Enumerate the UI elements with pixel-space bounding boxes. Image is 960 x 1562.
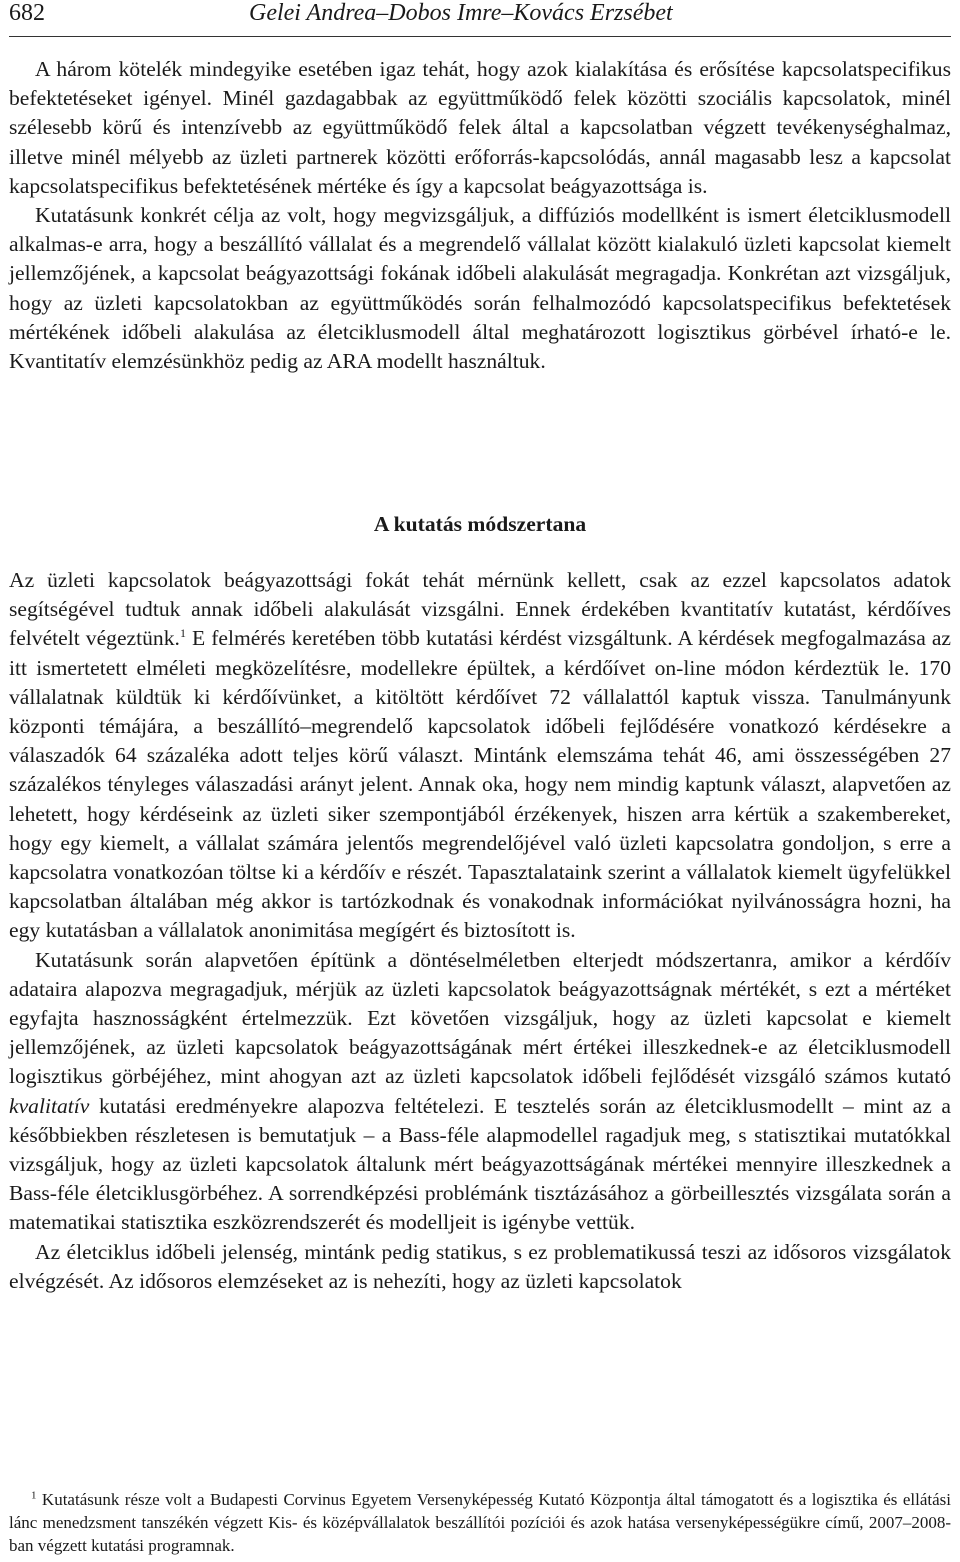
footnote-number: 1 <box>31 1489 37 1502</box>
section-paragraph-2-italic: kvalitatív <box>9 1093 90 1118</box>
section-paragraph-1-text-a: Az üzleti kapcsolatok beágyazottsági fokát tehát mérnünk kellett, csak az ezzel kapcsolatos adatok segítségével tudtuk annak időbeli alakulását vizsgálni. Ennek érdekében kvantitatív kutatást, kérdőíves felvételt végeztünk. <box>9 568 951 651</box>
intro-text <box>9 55 951 376</box>
intro-paragraph-2: Kutatásunk konkrét célja az volt, hogy megvizsgáljuk, a diffúziós modellként is ismert életciklusmodell alkalmas-e arra, hogy a beszállító vállalat és a megrendelő vállalat között kialakuló üzleti kapcsolat kiemelt jellemzőjének, a kapcsolat beágyazottsági fokának időbeli alakulását megragadja. Konkrétan azt vizsgáljuk, hogy az üzleti kapcsolatokban az együttműködés során felhalmozódó kapcsolatspecifikus befektetések mértékének időbeli alakulása az életciklusmodell által meghatározott logisztikus görbével írható-e le. Kvantitatív elemzésünkhöz pedig az ARA modellt használtuk. <box>9 203 951 374</box>
page-number: 682 <box>9 0 45 26</box>
footnote-paragraph <box>9 1488 951 1557</box>
intro-paragraph-1: A három kötelék mindegyike esetében igaz tehát, hogy azok kialakítása és erősítése kapcsolatspecifikus befektetéseket igényel. Minél gazdagabbak az együttműködő felek közötti szociális kapcsolatok, minél szélesebb körű és intenzívebb az együttműködő felek által a kapcsolatban végzett tevékenységhalmaz, illetve minél mélyebb az üzleti partnerek közötti erőforrás-kapcsolódás, annál magasabb lesz a kapcsolat kapcsolatspecifikus befektetésének mértéke és így a kapcsolat beágyazottsága is. <box>9 57 951 198</box>
running-header <box>9 0 951 37</box>
section-paragraph-3: Az életciklus időbeli jelenség, mintánk pedig statikus, s ez problematikussá teszi az idősoros vizsgálatok elvégzését. Az idősoros elemzéseket az is nehezíti, hogy az üzleti kapcsolatok <box>9 1239 951 1293</box>
section-paragraph-2-text-b: kutatási eredményekre alapozva feltételezi. E tesztelés során az életciklusmodellt – mint az a későbbiekben részletesen is bemutatjuk – a Bass-féle alapmodellel ragadjuk meg, s statisztikai mutatókkal vizsgáljuk, hogy az üzleti kapcsolatok általunk mért beágyazottságának mértékei mennyire illeszkednek a Bass-féle életciklusgörbéhez. A sorrendképzési problémánk tisztázásához a görbeillesztés vizsgálata során a matematikai statisztika eszközrendszerét és modelljeit is igénybe vettük. <box>9 1093 951 1235</box>
header-authors: Gelei Andrea–Dobos Imre–Kovács Erzsébet <box>249 0 673 26</box>
section-paragraph-2-text-a: Kutatásunk során alapvetően építünk a döntéselméletben elterjedt módszertanra, amikor a kérdőív adataira alapozva megragadjuk, mérjük az üzleti kapcsolatok beágyazottságnak mértékét, s ezt a mértéket egyfajta hasznosságként értelmezzük. Ezt követően vizsgáljuk, hogy az üzleti kapcsolat e kiemelt jellemzőjének, az üzleti kapcsolatok beágyazottságának mért értékei illeszkednek-e az életciklusmodell logisztikus görbéjéhez, mint ahogyan azt az üzleti kapcsolatok időbeli fejlődését vizsgáló számos kutató <box>9 947 951 1089</box>
section-paragraph-1 <box>9 566 951 946</box>
section-text <box>9 566 951 1296</box>
footnote-reference: 1 <box>179 626 186 641</box>
footnote <box>9 1488 951 1557</box>
section-paragraph-2 <box>9 946 951 1238</box>
section-heading: A kutatás módszertana <box>373 512 587 536</box>
footnote-text: Kutatásunk része volt a Budapesti Corvinus Egyetem Versenyképesség Kutató Központja által támogatott és a logisztika és ellátási lánc menedzsment tanszékén végzett Kis- és középvállalatok beszállítói pozíciói és azok hatása versenyképességükre című, 2007–2008-ban végzett kutatási programnak. <box>9 1490 951 1555</box>
section-paragraph-1-text-b: E felmérés keretében több kutatási kérdést vizsgáltunk. A kérdések megfogalmazása az itt ismertetett elméleti megközelítésre, modellekre épültek, a kérdőívet on-line módon kérdeztük le. 170 vállalatnak küldtük ki kérdőívünket, a kitöltött kérdőívet 72 vállalattól kaptuk vissza. Tanulmányunk központi témájára, a beszállító–megrendelő kapcsolatok időbeli fejlődésére vonatkozó kérdésekre a válaszadók 64 százaléka adott teljes körű választ. Mintánk elemszáma tehát 46, ami összességében 27 százalékos tényleges válaszadási arányt jelent. Annak oka, hogy nem mindig kaptunk választ, alapvetően az lehetett, hogy kérdéseink az üzleti siker szempontjából érzékenyek, hiszen arra kértük a szakembereket, hogy egy kiemelt, a vállalat számára jelentős megrendelőjével való üzleti kapcsolatra gondoljon, s erre a kapcsolatra vonatkozóan töltse ki a kérdőív e részét. Tapasztalataink szerint a vállalatok kiemelt ügyfelükkel kapcsolatban általában még akkor is tartózkodnak és vonakodnak információkat nyilvánosságra hozni, ha egy kutatásban a vállalatok anonimitása megígért és biztosított is. <box>9 626 952 943</box>
